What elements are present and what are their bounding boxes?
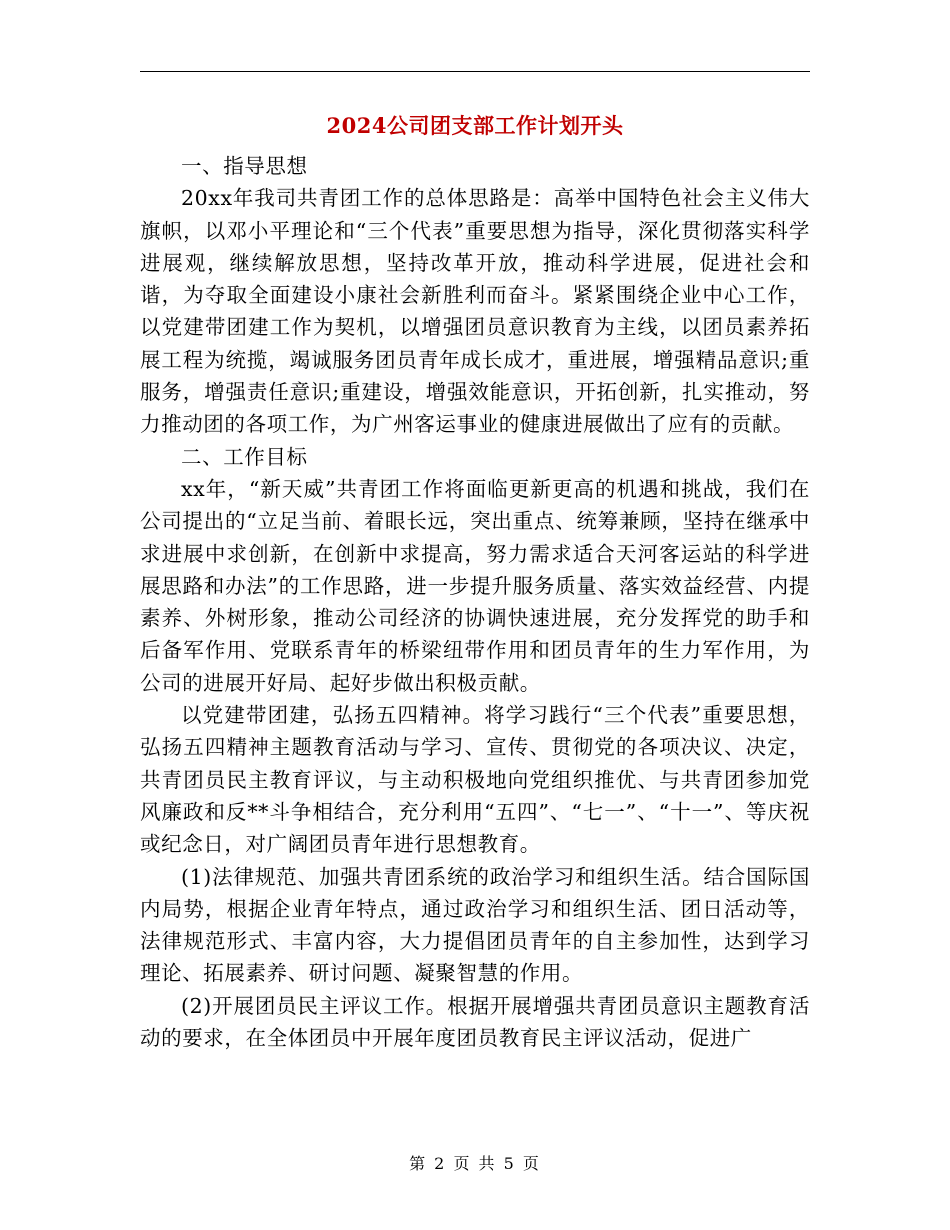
document-body <box>140 150 810 1054</box>
body-paragraph: xx年，“新天威”共青团工作将面临更新更高的机遇和挑战，我们在公司提出的“立足当前、着眼长远，突出重点、统筹兼顾，坚持在继承中求进展中求创新，在创新中求提高，努力需求适合天河客运站的科学进展思路和办法”的工作思路，进一步提升服务质量、落实效益经营、内提素养、外树形象，推动公司经济的协调快速进展，充分发挥党的助手和后备军作用、党联系青年的桥梁纽带作用和团员青年的生力军作用，为公司的进展开好局、起好步做出积极贡献。 <box>140 476 810 695</box>
section-heading-guiding-ideology: 一、指导思想 <box>181 154 308 178</box>
body-paragraph: (2)开展团员民主评议工作。根据开展增强共青团员意识主题教育活动的要求，在全体团员中开展年度团员教育民主评议活动，促进广 <box>140 993 810 1051</box>
body-paragraph: (1)法律规范、加强共青团系统的政治学习和组织生活。结合国际国内局势，根据企业青年特点，通过政治学习和组织生活、团日活动等，法律规范形式、丰富内容，大力提倡团员青年的自主参加性，达到学习理论、拓展素养、研讨问题、凝聚智慧的作用。 <box>140 864 810 986</box>
body-paragraph: 20xx年我司共青团工作的总体思路是：高举中国特色社会主义伟大旗帜，以邓小平理论和“三个代表”重要思想为指导，深化贯彻落实科学进展观，继续解放思想，坚持改革开放，推动科学进展，促进社会和谐，为夺取全面建设小康社会新胜利而奋斗。紧紧围绕企业中心工作，以党建带团建工作为契机，以增强团员意识教育为主线，以团员素养拓展工程为统揽，竭诚服务团员青年成长成才，重进展，增强精品意识;重服务，增强责任意识;重建设，增强效能意识，开拓创新，扎实推动，努力推动团的各项工作，为广州客运事业的健康进展做出了应有的贡献。 <box>140 186 810 437</box>
header-rule <box>140 71 810 72</box>
document-title: 2024公司团支部工作计划开头 <box>326 113 624 138</box>
page-number-footer: 第 2 页 共 5 页 <box>409 1154 541 1173</box>
section-heading-work-goals: 二、工作目标 <box>181 444 308 469</box>
body-paragraph: 以党建带团建，弘扬五四精神。将学习践行“三个代表”重要思想，弘扬五四精神主题教育活动与学习、宣传、贯彻党的各项决议、决定，共青团员民主教育评议，与主动积极地向党组织推优、与共青团参加党风廉政和反**斗争相结合，充分利用“五四”、“七一”、“十一”、等庆祝或纪念日，对广阔团员青年进行思想教育。 <box>140 703 810 857</box>
